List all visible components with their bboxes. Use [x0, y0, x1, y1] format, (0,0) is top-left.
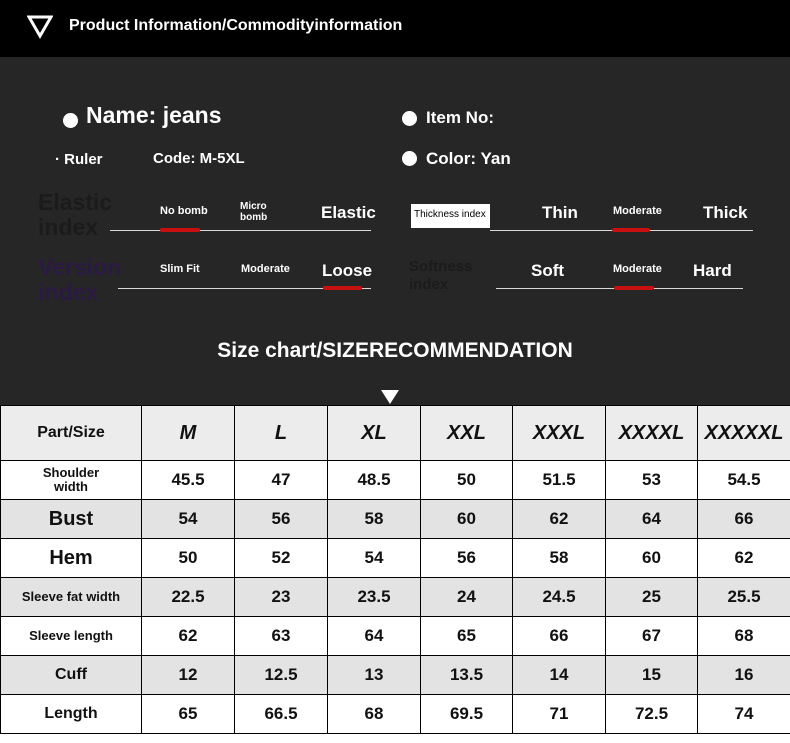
size-column-header: XXXXXL — [698, 406, 790, 461]
row-label: Length — [1, 695, 142, 734]
table-cell: 25 — [606, 578, 698, 617]
table-cell: 13 — [328, 656, 421, 695]
scale-option: No bomb — [160, 205, 208, 217]
ruler-label: · Ruler — [55, 151, 103, 168]
table-cell: 66 — [513, 617, 606, 656]
table-cell: 54.5 — [698, 461, 790, 500]
scale-option: Micro bomb — [240, 201, 268, 223]
scale-marker — [323, 286, 362, 290]
table-cell: 12.5 — [235, 656, 328, 695]
table-cell: 58 — [513, 539, 606, 578]
table-cell: 65 — [421, 617, 513, 656]
table-cell: 63 — [235, 617, 328, 656]
table-row — [1, 695, 790, 734]
bullet-icon — [402, 111, 417, 126]
table-row — [1, 539, 790, 578]
version-index-label: Version index — [38, 254, 122, 305]
table-cell: 48.5 — [328, 461, 421, 500]
table-cell: 58 — [328, 500, 421, 539]
table-cell: 47 — [235, 461, 328, 500]
scale-option: Thick — [703, 203, 748, 222]
table-cell: 60 — [606, 539, 698, 578]
thickness-index-label: Thickness index — [411, 204, 490, 228]
scale-option: Elastic — [321, 203, 376, 222]
table-cell: 64 — [606, 500, 698, 539]
product-info-panel — [0, 57, 790, 405]
scale-option: Soft — [531, 261, 565, 280]
row-label: Sleeve length — [1, 617, 142, 656]
table-cell: 72.5 — [606, 695, 698, 734]
scale-option: Slim Fit — [160, 263, 200, 275]
bullet-icon — [402, 151, 417, 166]
size-column-header: XL — [328, 406, 421, 461]
header-banner — [0, 0, 790, 57]
table-row — [1, 617, 790, 656]
table-cell: 13.5 — [421, 656, 513, 695]
elastic-index-label: Elastic index — [38, 189, 113, 240]
header-title: Product Information/Commodityinformation — [69, 17, 403, 34]
table-cell: 56 — [421, 539, 513, 578]
table-cell: 62 — [698, 539, 790, 578]
scale-option: Hard — [693, 261, 732, 280]
table-cell: 12 — [142, 656, 235, 695]
table-cell: 24 — [421, 578, 513, 617]
size-column-header: M — [142, 406, 235, 461]
arrow-down-icon — [381, 390, 399, 405]
table-cell: 24.5 — [513, 578, 606, 617]
size-column-header: XXXXL — [606, 406, 698, 461]
table-cell: 65 — [142, 695, 235, 734]
product-color: Color: Yan — [426, 149, 511, 168]
table-cell: 56 — [235, 500, 328, 539]
part-size-header: Part/Size — [1, 406, 142, 461]
scale-marker — [160, 228, 200, 232]
scale-option: Moderate — [613, 263, 662, 275]
table-cell: 62 — [142, 617, 235, 656]
table-cell: 68 — [698, 617, 790, 656]
triangle-down-icon — [27, 15, 53, 39]
table-cell: 62 — [513, 500, 606, 539]
size-header-row — [1, 406, 790, 461]
table-cell: 69.5 — [421, 695, 513, 734]
scale-marker — [612, 228, 650, 232]
row-label: Hem — [1, 539, 142, 578]
table-cell: 25.5 — [698, 578, 790, 617]
size-code: Code: M-5XL — [153, 150, 245, 167]
table-cell: 54 — [328, 539, 421, 578]
table-cell: 23 — [235, 578, 328, 617]
size-chart-title: Size chart/SIZERECOMMENDATION — [217, 339, 573, 362]
item-number: Item No: — [426, 108, 494, 127]
size-column-header: L — [235, 406, 328, 461]
table-cell: 60 — [421, 500, 513, 539]
table-row — [1, 461, 790, 500]
table-row — [1, 656, 790, 695]
size-chart-table — [0, 405, 790, 734]
scale-option: Thin — [542, 203, 578, 222]
table-cell: 23.5 — [328, 578, 421, 617]
softness-index-label: Softness index — [409, 258, 473, 293]
table-cell: 14 — [513, 656, 606, 695]
row-label: Sleeve fat width — [1, 578, 142, 617]
row-label: Bust — [1, 500, 142, 539]
product-name: Name: jeans — [86, 102, 222, 128]
table-cell: 53 — [606, 461, 698, 500]
table-cell: 66.5 — [235, 695, 328, 734]
table-cell: 50 — [421, 461, 513, 500]
table-cell: 50 — [142, 539, 235, 578]
scale-marker — [614, 286, 654, 290]
scale-option: Loose — [322, 261, 373, 280]
size-column-header: XXXL — [513, 406, 606, 461]
row-label: Cuff — [1, 656, 142, 695]
table-cell: 22.5 — [142, 578, 235, 617]
table-cell: 71 — [513, 695, 606, 734]
table-cell: 74 — [698, 695, 790, 734]
table-row — [1, 578, 790, 617]
table-cell: 45.5 — [142, 461, 235, 500]
table-cell: 51.5 — [513, 461, 606, 500]
table-cell: 16 — [698, 656, 790, 695]
scale-option: Moderate — [241, 263, 290, 275]
table-cell: 52 — [235, 539, 328, 578]
table-row — [1, 500, 790, 539]
table-cell: 67 — [606, 617, 698, 656]
table-cell: 15 — [606, 656, 698, 695]
row-label: Shoulder width — [1, 461, 142, 500]
table-cell: 68 — [328, 695, 421, 734]
scale-option: Moderate — [613, 205, 662, 217]
table-cell: 54 — [142, 500, 235, 539]
table-cell: 66 — [698, 500, 790, 539]
bullet-icon — [63, 113, 78, 128]
table-cell: 64 — [328, 617, 421, 656]
size-column-header: XXL — [421, 406, 513, 461]
scale-line — [110, 230, 371, 231]
